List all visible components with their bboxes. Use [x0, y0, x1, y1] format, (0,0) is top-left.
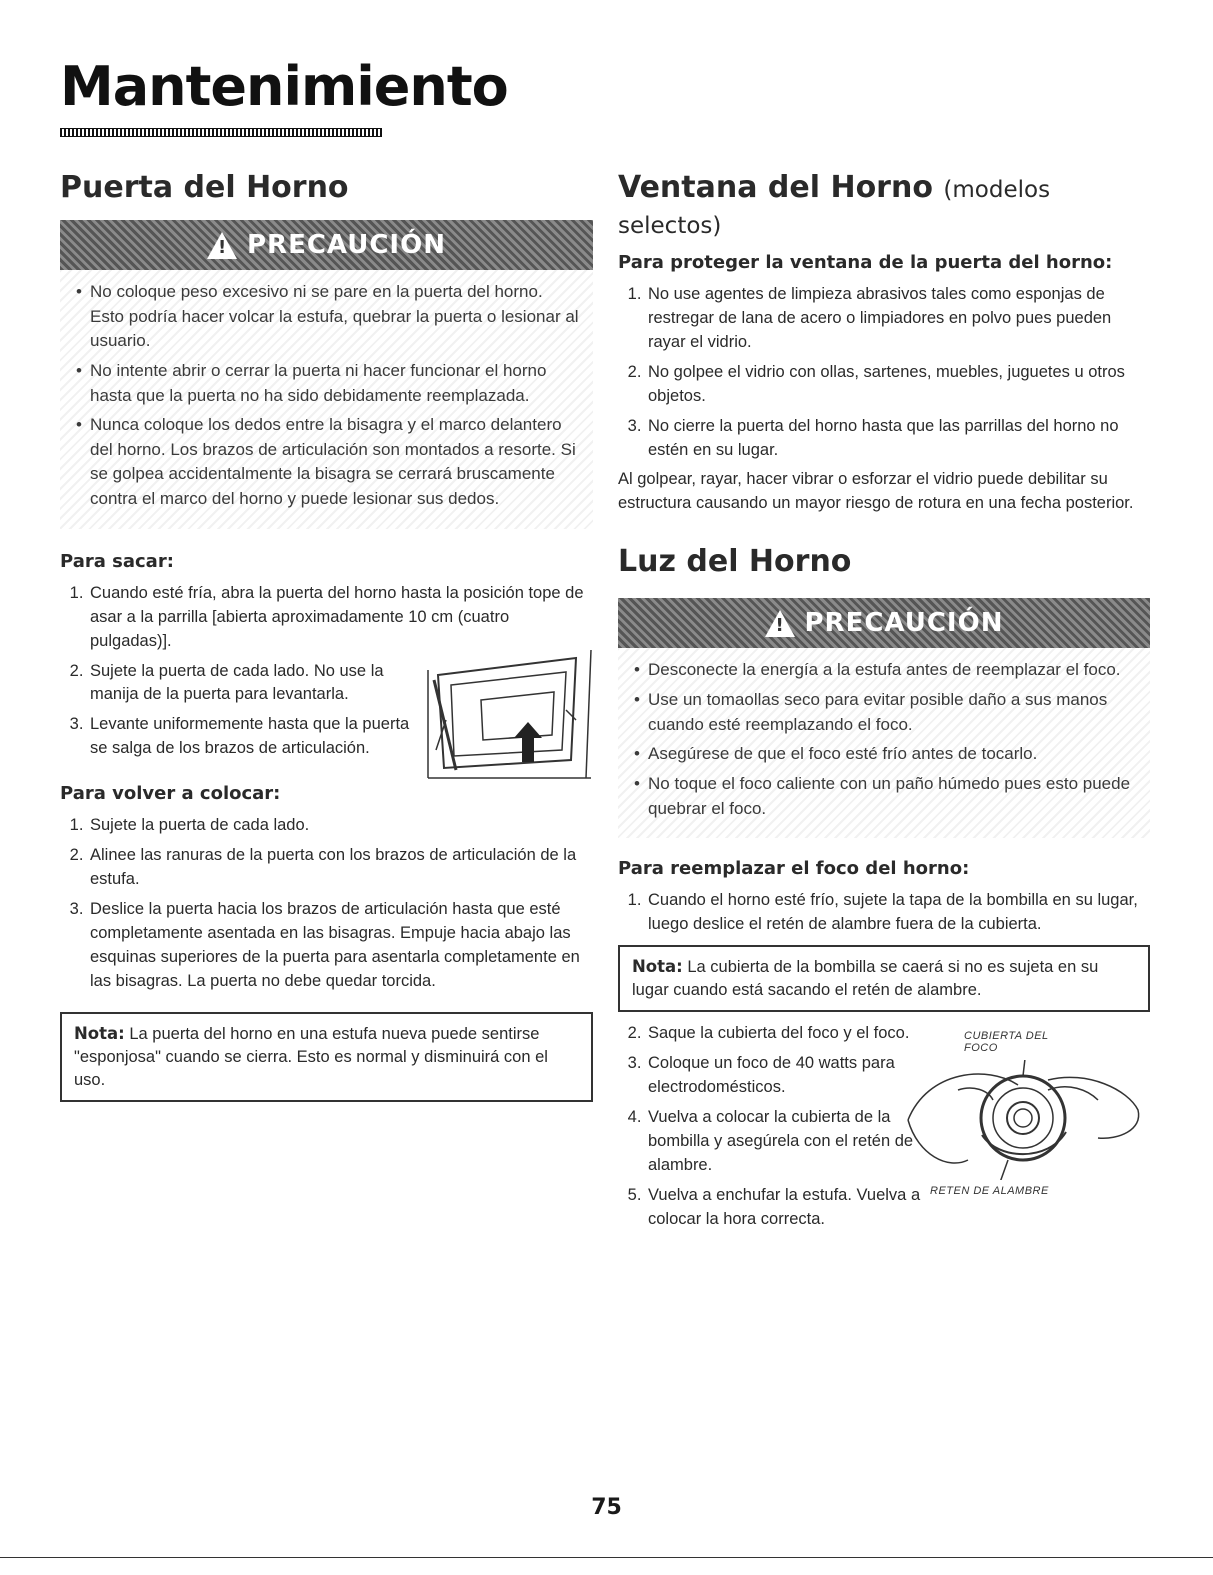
- light-caution-item: • Desconecte la energía a la estufa antes de reemplazar el foco.: [648, 658, 1136, 683]
- replace-heading: Para volver a colocar:: [60, 783, 281, 805]
- protect-step: 2. No golpee el vidrio con ollas, sartenes, muebles, juguetes u otros objetos.: [646, 361, 1150, 409]
- light-caution-item: • Asegúrese de que el foco esté frío antes de tocarlo.: [648, 742, 1136, 767]
- arrow-up-icon: [514, 722, 542, 762]
- callout-bulb-cover: CUBIERTA DEL FOCO: [964, 1030, 1049, 1055]
- protect-steps: [618, 283, 1150, 462]
- bulb-step: 2. Saque la cubierta del foco y el foco.: [646, 1022, 934, 1046]
- remove-step: 2. Sujete la puerta de cada lado. No use la manija de la puerta para levantarla.: [88, 660, 410, 708]
- remove-step: 1. Cuando esté fría, abra la puerta del horno hasta la posición tope de asar a la parrilla [abierta aproximadamente 10 cm (cuatro pulgadas)].: [88, 582, 593, 654]
- door-caution-item: • No intente abrir o cerrar la puerta ni hacer funcionar el horno hasta que la puerta no ha sido debidamente reemplazada.: [90, 359, 579, 408]
- light-caution: [618, 598, 1150, 838]
- page-title: Mantenimiento: [60, 55, 508, 118]
- light-caution-box: [618, 648, 1150, 838]
- left-column: [60, 170, 593, 1102]
- door-caution-item: • Nunca coloque los dedos entre la bisagra y el marco delantero del horno. Los brazos de articulación son montados a resorte. Si se golpea accidentalmente la bisagra se cerrará bruscamente contra el marco del horno y puede lesionar sus dedos.: [90, 413, 579, 512]
- bulb-illustration: [898, 1060, 1148, 1180]
- light-caution-label: PRECAUCIÓN: [804, 608, 1004, 639]
- warning-icon: [765, 610, 795, 637]
- bulb-step: 5. Vuelva a enchufar la estufa. Vuelva a colocar la hora correcta.: [646, 1184, 934, 1232]
- light-caution-item: • No toque el foco caliente con un paño húmedo pues esto puede quebrar el foco.: [648, 772, 1136, 821]
- protect-heading: Para proteger la ventana de la puerta del horno:: [618, 252, 1113, 273]
- door-caution-box: [60, 270, 593, 529]
- light-note-text: La cubierta de la bombilla se caerá si no es sujeta en su lugar cuando está sacando el retén de alambre.: [632, 957, 1099, 1000]
- window-heading-suffix: (modelos selectos): [618, 177, 1051, 239]
- remove-step: 3. Levante uniformemente hasta que la puerta se salga de los brazos de articulación.: [88, 713, 410, 761]
- light-caution-item: • Use un tomaollas seco para evitar posible daño a sus manos cuando esté reemplazando el foco.: [648, 688, 1136, 737]
- bottom-rule: [0, 1557, 1213, 1558]
- replace-steps: [60, 814, 593, 993]
- title-underline: [60, 128, 382, 137]
- door-caution-label: PRECAUCIÓN: [247, 230, 446, 260]
- door-caution-item: • No coloque peso excesivo ni se pare en la puerta del horno. Esto podría hacer volcar la estufa, quebrar la puerta o lesionar al usuario.: [90, 280, 579, 354]
- light-note: [618, 945, 1150, 1012]
- door-note: [60, 1012, 593, 1102]
- replace-step: 2. Alinee las ranuras de la puerta con los brazos de articulación de la estufa.: [88, 844, 593, 892]
- light-heading: Luz del Horno: [618, 544, 852, 580]
- bulb-step-list-2: [618, 1022, 934, 1231]
- window-heading-main: Ventana del Horno: [618, 170, 933, 205]
- replace-step: 1. Sujete la puerta de cada lado.: [88, 814, 593, 838]
- window-paragraph: Al golpear, rayar, hacer vibrar o esforzar el vidrio puede debilitar su estructura causando un mayor riesgo de rotura en una fecha posterior.: [618, 470, 1134, 513]
- page-number: 75: [591, 1495, 622, 1520]
- remove-heading: Para sacar:: [60, 550, 174, 572]
- bulb-step: 3. Coloque un foco de 40 watts para electrodomésticos.: [646, 1052, 934, 1100]
- door-note-label: Nota:: [74, 1023, 125, 1043]
- light-caution-banner: [618, 598, 1150, 648]
- window-heading: [618, 170, 1150, 242]
- light-note-label: Nota:: [632, 956, 683, 976]
- bulb-step: 4. Vuelva a colocar la cubierta de la bombilla y asegúrela con el retén de alambre.: [646, 1106, 934, 1178]
- replace-step: 3. Deslice la puerta hacia los brazos de articulación hasta que esté completamente asentada en las bisagras. Empuje hacia abajo las esquinas superiores de la puerta para asentarla completamente en las bisagras. La puerta no debe quedar torcida.: [88, 898, 593, 994]
- right-column: [618, 170, 1150, 1238]
- bulb-replace-heading: Para reemplazar el foco del horno:: [618, 858, 970, 880]
- door-heading: Puerta del Horno: [60, 170, 349, 205]
- light-caution-list: [632, 658, 1136, 821]
- protect-step: 3. No cierre la puerta del horno hasta que las parrillas del horno no estén en su lugar.: [646, 415, 1150, 463]
- bulb-step-list-1: [618, 889, 1150, 937]
- door-note-text: La puerta del horno en una estufa nueva puede sentirse "esponjosa" cuando se cierra. Esto es normal y disminuirá con el uso.: [74, 1024, 548, 1089]
- door-caution-list: [74, 280, 579, 512]
- protect-step: 1. No use agentes de limpieza abrasivos tales como esponjas de restregar de lana de acero o limpiadores en polvo pues pueden rayar el vidrio.: [646, 283, 1150, 355]
- bulb-step: 1. Cuando el horno esté frío, sujete la tapa de la bombilla en su lugar, luego deslice el retén de alambre fuera de la cubierta.: [646, 889, 1150, 937]
- door-caution-banner: [60, 220, 593, 270]
- door-removal-illustration: [426, 650, 598, 780]
- warning-icon: [207, 232, 237, 259]
- door-caution: [60, 220, 593, 529]
- callout-wire-retainer: RETEN DE ALAMBRE: [930, 1185, 1049, 1197]
